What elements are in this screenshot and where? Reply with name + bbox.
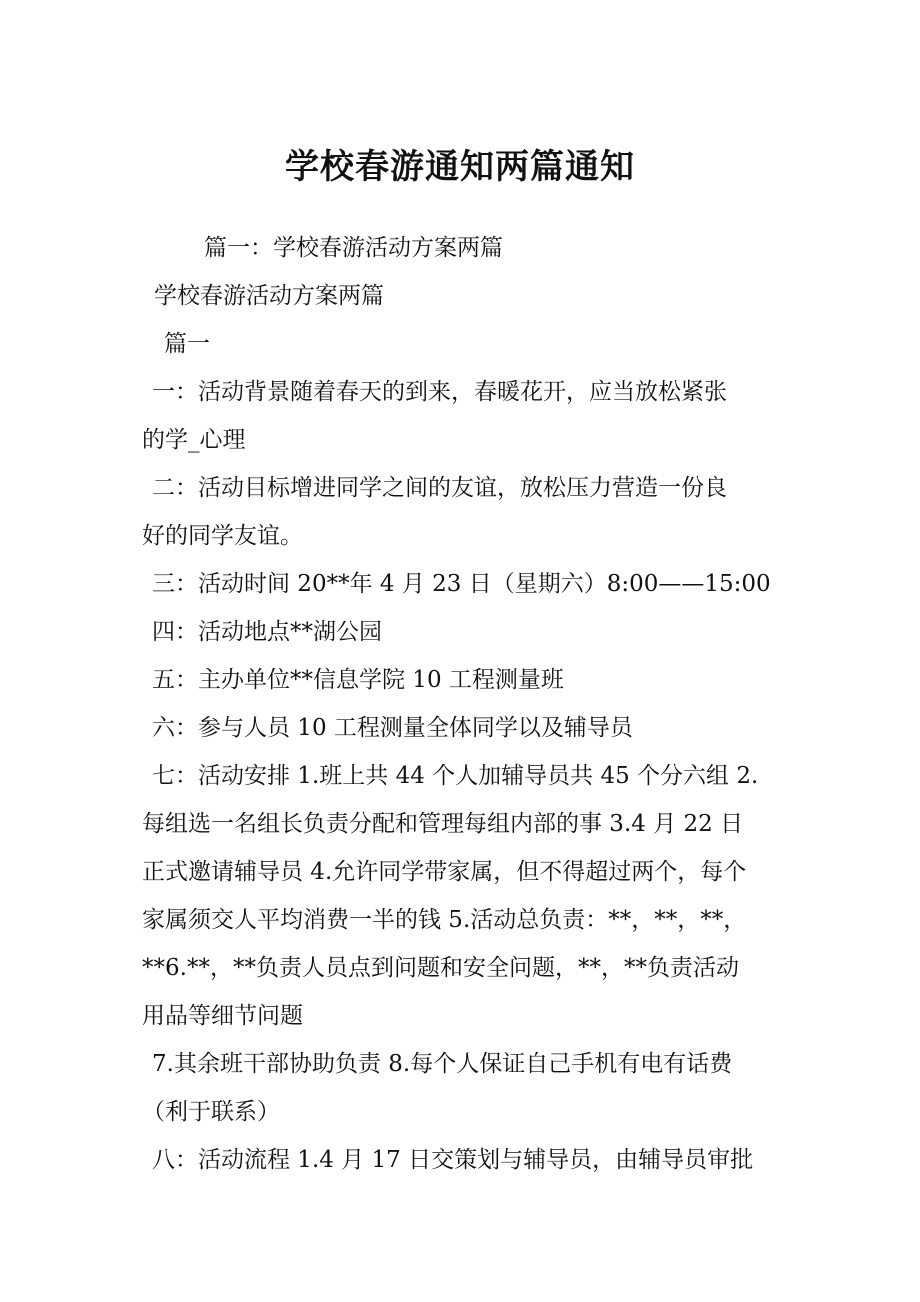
paragraph-line: 四：活动地点**湖公园 [152,619,382,645]
paragraph-line: 五：主办单位**信息学院 10 工程测量班 [152,667,564,693]
paragraph-line: 每组选一名组长负责分配和管理每组内部的事 3.4 月 22 日 [142,811,744,837]
document-body [142,224,802,1184]
subtitle-line: 学校春游活动方案两篇 [154,283,384,309]
paragraph-line: 二：活动目标增进同学之间的友谊，放松压力营造一份良 [152,475,727,501]
paragraph-line: 的学_心理 [142,427,246,453]
document-title: 学校春游通知两篇通知 [285,147,635,187]
paragraph-line: （利于联系） [142,1099,280,1125]
paragraph-line: 家属须交人平均消费一半的钱 5.活动总负责：**，**，**， [142,907,747,933]
paragraph-line: 用品等细节问题 [142,1003,303,1029]
paragraph-line: 六：参与人员 10 工程测量全体同学以及辅导员 [152,715,633,741]
paragraph-line: 一：活动背景随着春天的到来，春暖花开，应当放松紧张 [152,379,727,405]
part-heading: 篇一 [164,331,210,357]
paragraph-line: 三：活动时间 20**年 4 月 23 日（星期六）8:00——15:00 [152,571,771,597]
paragraph-line: 7.其余班干部协助负责 8.每个人保证自己手机有电有话费 [152,1051,733,1077]
paragraph-line: 七：活动安排 1.班上共 44 个人加辅导员共 45 个分六组 2. [152,763,759,789]
paragraph-line: 八：活动流程 1.4 月 17 日交策划与辅导员，由辅导员审批 [152,1147,754,1173]
paragraph-line: **6.**，**负责人员点到问题和安全问题，**，**负责活动 [142,955,739,981]
paragraph-line: 好的同学友谊。 [142,523,303,549]
section-heading: 篇一：学校春游活动方案两篇 [204,235,503,261]
paragraph-line: 正式邀请辅导员 4.允许同学带家属，但不得超过两个，每个 [142,859,747,885]
